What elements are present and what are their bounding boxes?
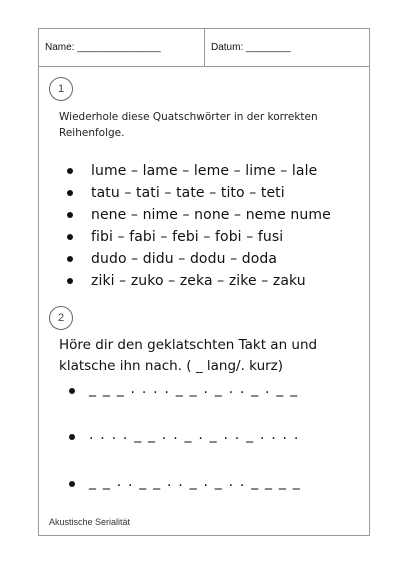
bullet-icon [67,256,73,262]
word-row-text: tatu – tati – tate – tito – teti [91,185,285,201]
bullet-icon [69,434,75,440]
rhythm-sequence: _ _ . . _ _ . . _ . _ . . _ _ _ _ [89,474,301,490]
word-row-text: lume – lame – leme – lime – lale [91,163,318,179]
rhythm-sequence: . . . . _ _ . . _ . _ . . _ . . . . [89,427,300,443]
bullet-icon [67,234,73,240]
bullet-icon [67,212,73,218]
task-2-number: 2 [49,306,73,330]
task-2-instruction: Höre dir den geklatschten Takt an und klatsche ihn nach. ( _ lang/. kurz) [59,337,318,374]
word-row-text: dudo – didu – dodu – doda [91,251,278,267]
worksheet [38,28,370,536]
bullet-icon [67,168,73,174]
task-1-instruction: Wiederhole diese Quatschwörter in der korrekten Reihenfolge. [59,111,318,139]
rhythm-sequence: _ _ _ . . . . _ _ . _ . . _ . _ _ [89,381,299,397]
word-row-text: ziki – zuko – zeka – zike – zaku [91,273,306,289]
bullet-icon [67,190,73,196]
header-row [39,29,369,67]
bullet-icon [67,278,73,284]
name-field-label: Name: _______________ [45,42,161,53]
date-field-label: Datum: ________ [211,42,291,53]
word-row-text: nene – nime – none – neme nume [91,207,331,223]
word-row-text: fibi – fabi – febi – fobi – fusi [91,229,284,245]
bullet-icon [69,388,75,394]
task-1-number: 1 [49,77,73,101]
header-divider [204,29,205,67]
footer-label: Akustische Serialität [49,517,131,527]
bullet-icon [69,481,75,487]
